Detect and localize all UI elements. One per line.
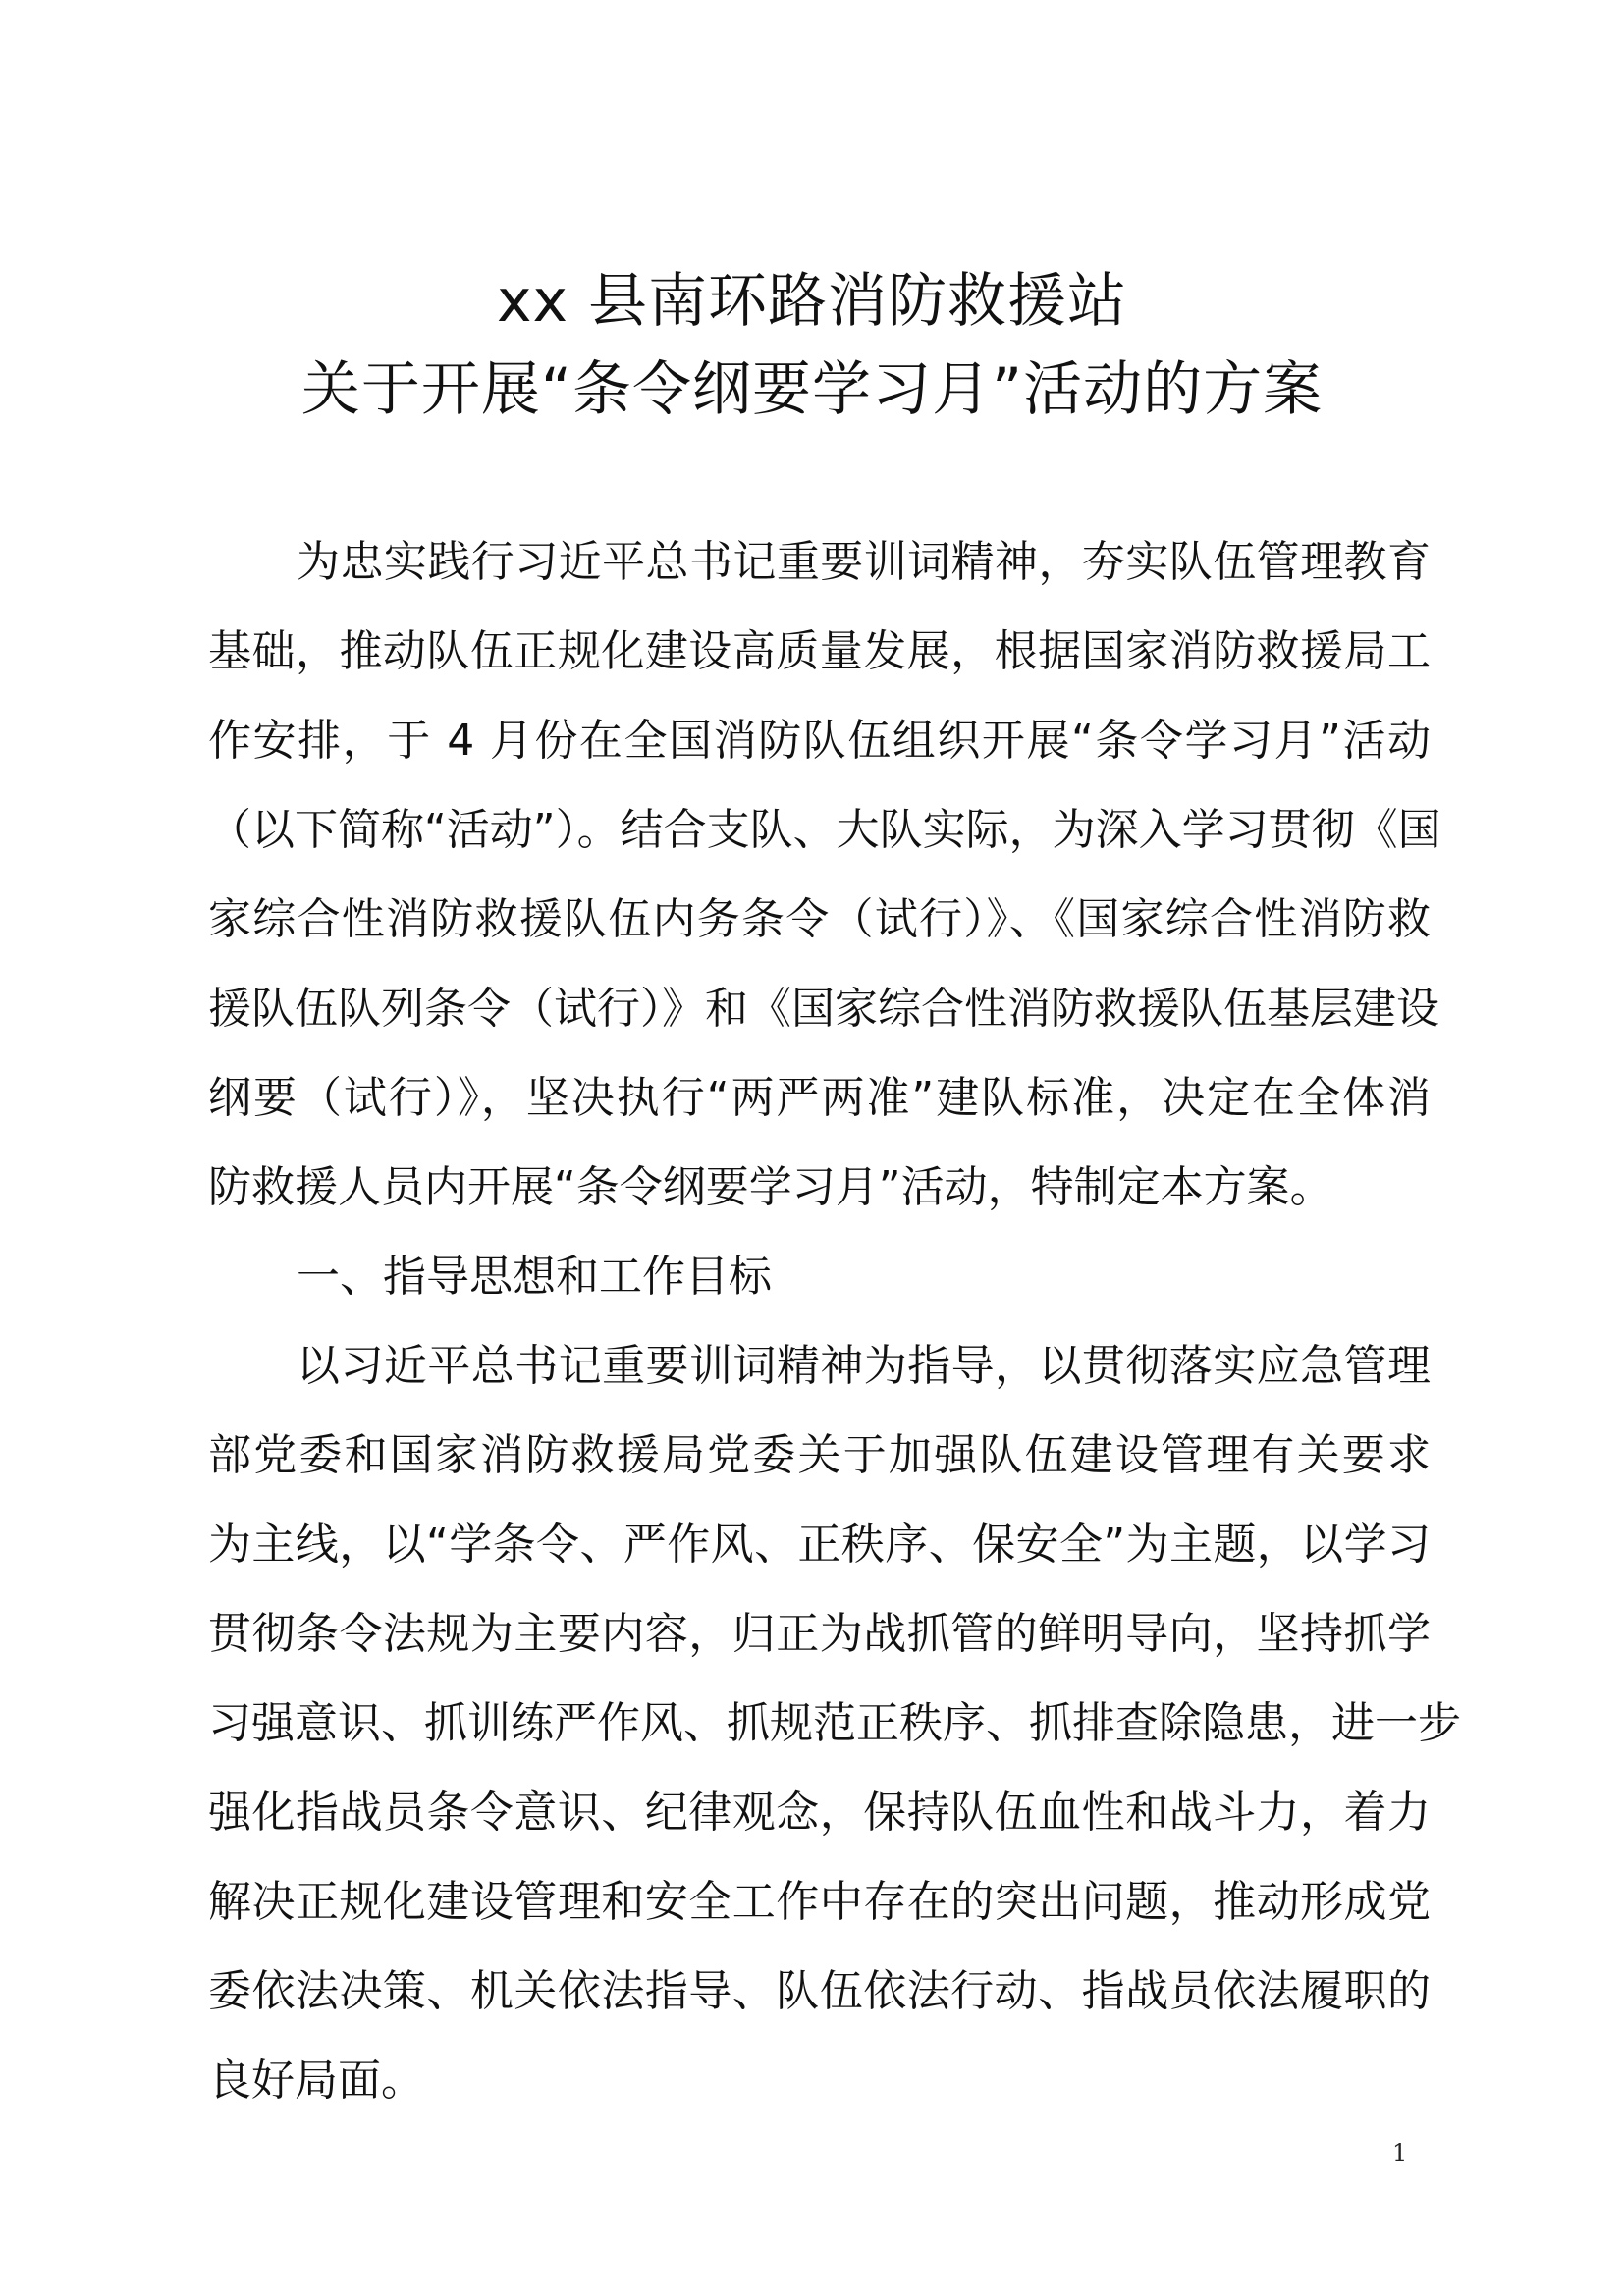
paragraph-2-line: 习强意识、抓训练严作风、抓规范正秩序、抓排查除隐患，进一步 <box>208 1698 1461 1748</box>
paragraph-1-line: 基础，推动队伍正规化建设高质量发展，根据国家消防救援局工 <box>208 626 1431 676</box>
paragraph-2-line: 委依法决策、机关依法指导、队伍依法行动、指战员依法履职的 <box>208 1966 1431 2016</box>
paragraph-2-line: 以习近平总书记重要训词精神为指导，以贯彻落实应急管理 <box>297 1341 1431 1391</box>
paragraph-2-line: 部党委和国家消防救援局党委关于加强队伍建设管理有关要求 <box>208 1430 1431 1480</box>
paragraph-2-line: 强化指战员条令意识、纪律观念，保持队伍血性和战斗力，着力 <box>208 1788 1431 1838</box>
paragraph-1-line: 援队伍队列条令（试行）》和《国家综合性消防救援队伍基层建设 <box>208 984 1439 1034</box>
paragraph-2-line: 为主线，以“学条令、严作风、正秩序、保安全”为主题，以学习 <box>208 1520 1431 1570</box>
paragraph-1-line: （以下简称“活动”）。结合支队、大队实际，为深入学习贯彻《国 <box>208 805 1441 855</box>
page-number: 1 <box>1392 2139 1408 2166</box>
section-1-heading: 一、指导思想和工作目标 <box>297 1252 772 1302</box>
paragraph-2-line: 解决正规化建设管理和安全工作中存在的突出问题，推动形成党 <box>208 1877 1431 1927</box>
document-body <box>208 517 1461 2125</box>
document-title-line-2: 关于开展“条令纲要学习月”活动的方案 <box>300 355 1324 424</box>
paragraph-2-line: 良好局面。 <box>208 2056 424 2106</box>
paragraph-1-line: 纲要（试行）》，坚决执行“两严两准”建队标准，决定在全体消 <box>208 1073 1431 1123</box>
paragraph-1-line: 家综合性消防救援队伍内务条令（试行）》、《国家综合性消防救 <box>208 894 1431 944</box>
paragraph-2-line: 贯彻条令法规为主要内容，归正为战抓管的鲜明导向，坚持抓学 <box>208 1609 1431 1659</box>
document-title-line-1: xx 县南环路消防救援站 <box>496 267 1128 336</box>
paragraph-1-line: 为忠实践行习近平总书记重要训词精神，夯实队伍管理教育 <box>297 537 1431 587</box>
paragraph-1-line: 作安排，于 4 月份在全国消防队伍组织开展“条令学习月”活动 <box>208 716 1431 766</box>
paragraph-1-line: 防救援人员内开展“条令纲要学习月”活动，特制定本方案。 <box>208 1162 1333 1212</box>
